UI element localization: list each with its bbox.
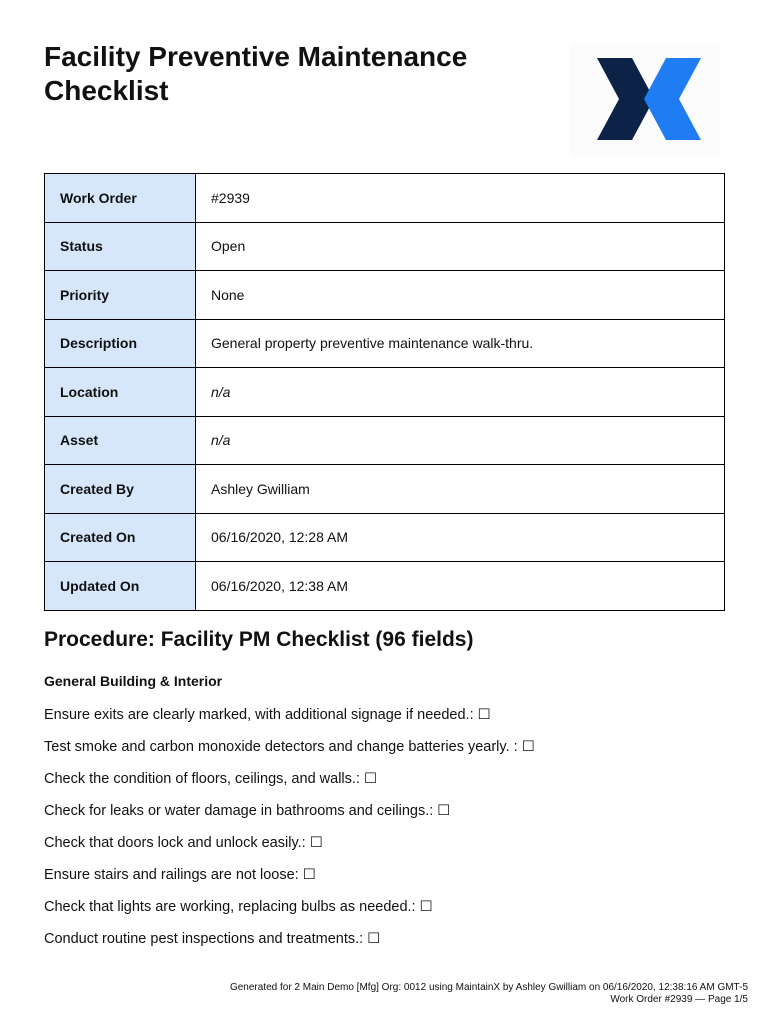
table-row-description: [45, 319, 725, 368]
field-value: None: [196, 271, 725, 320]
checklist-item[interactable]: Ensure stairs and railings are not loose: ☐: [44, 867, 316, 883]
document-title: Facility Preventive Maintenance Checklist: [44, 41, 468, 106]
table-row-work-order: [45, 174, 725, 223]
field-label: Status: [45, 222, 196, 271]
checklist: [44, 705, 535, 961]
field-value: Ashley Gwilliam: [196, 465, 725, 514]
field-label: Description: [45, 319, 196, 368]
table-row-asset: [45, 416, 725, 465]
table-row-location: [45, 368, 725, 417]
page-footer: [230, 982, 748, 1006]
section-heading: General Building & Interior: [44, 673, 223, 689]
field-value: n/a: [196, 416, 725, 465]
field-label: Created On: [45, 513, 196, 562]
procedure-title: Procedure: Facility PM Checklist (96 fields): [44, 628, 474, 651]
field-label: Asset: [45, 416, 196, 465]
work-order-details-table: [44, 173, 725, 611]
field-value: 06/16/2020, 12:38 AM: [196, 562, 725, 611]
table-row-status: [45, 222, 725, 271]
field-value: Open: [196, 222, 725, 271]
table-row-created-on: [45, 513, 725, 562]
field-value: #2939: [196, 174, 725, 223]
checklist-item[interactable]: Conduct routine pest inspections and treatments.: ☐: [44, 931, 381, 947]
checklist-item[interactable]: Check the condition of floors, ceilings, and walls.: ☐: [44, 771, 377, 787]
field-value: 06/16/2020, 12:28 AM: [196, 513, 725, 562]
maintainx-logo-icon: [594, 56, 704, 146]
checklist-item[interactable]: Test smoke and carbon monoxide detectors and change batteries yearly. : ☐: [44, 739, 535, 755]
field-label: Updated On: [45, 562, 196, 611]
field-label: Created By: [45, 465, 196, 514]
checklist-item[interactable]: Check that doors lock and unlock easily.: ☐: [44, 835, 323, 851]
checklist-item[interactable]: Check for leaks or water damage in bathrooms and ceilings.: ☐: [44, 803, 451, 819]
footer-page-number: Work Order #2939 — Page 1/5: [610, 994, 748, 1005]
table-row-updated-on: [45, 562, 725, 611]
field-value: n/a: [196, 368, 725, 417]
checklist-item[interactable]: Check that lights are working, replacing bulbs as needed.: ☐: [44, 899, 433, 915]
table-row-created-by: [45, 465, 725, 514]
footer-generated-text: Generated for 2 Main Demo [Mfg] Org: 0012 using MaintainX by Ashley Gwilliam on 06/16/2020, 12:38:16 AM GMT-5: [229, 982, 748, 993]
checklist-item[interactable]: Ensure exits are clearly marked, with additional signage if needed.: ☐: [44, 707, 491, 723]
field-label: Location: [45, 368, 196, 417]
maintainx-logo: [570, 44, 720, 156]
field-label: Priority: [45, 271, 196, 320]
table-row-priority: [45, 271, 725, 320]
field-value: General property preventive maintenance walk-thru.: [196, 319, 725, 368]
field-label: Work Order: [45, 174, 196, 223]
